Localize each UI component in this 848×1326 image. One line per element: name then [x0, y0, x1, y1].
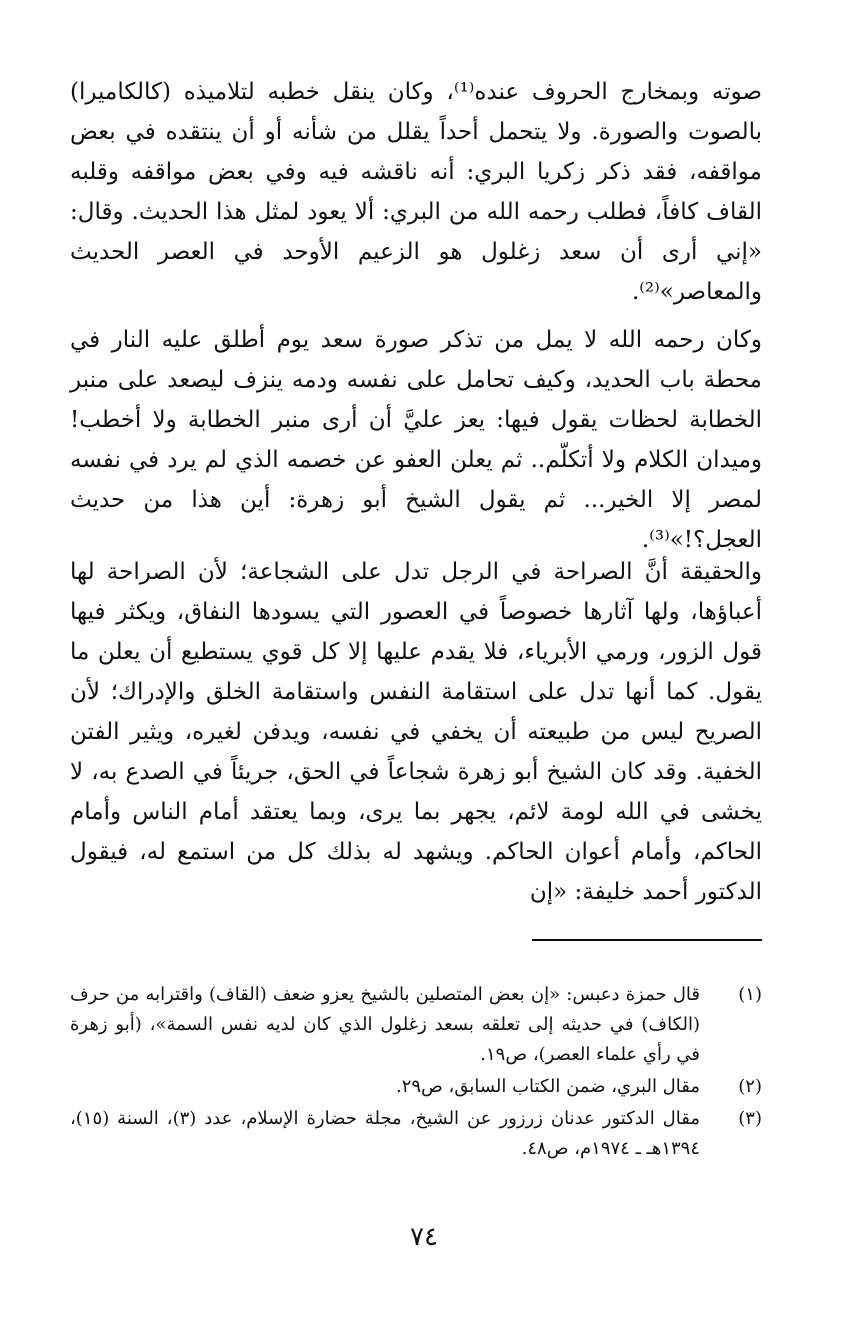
- footnote-number: (٢): [738, 1076, 762, 1097]
- footnotes: [70, 980, 762, 1166]
- footnote-number: (٣): [738, 1108, 762, 1129]
- footnote-1: [70, 980, 762, 1070]
- body-paragraph-3: والحقيقة أنَّ الصراحة في الرجل تدل على الشجاعة؛ لأن الصراحة لها أعباؤها، ولها آثارها خصوصاً في العصور التي يسودها النفاق، ويكثر فيها قول الزور، ورمي الأبرياء، فلا يقدم عليها إلا كل قوي يستطيع أن يعلن ما يقول. كما أنها تدل على استقامة النفس واستقامة الخلق والإدراك؛ لأن الصريح ليس من طبيعته أن يخفي في نفسه، ويدفن لغيره، ويثير الفتن الخفية. وقد كان الشيخ أبو زهرة شجاعاً في الحق، جريئاً في الصدع به، لا يخشى في الله لومة لائم، يجهر بما يرى، وبما يعتقد أمام الناس وأمام الحاكم، وأمام أعوان الحاكم. ويشهد له بذلك كل من استمع له، فيقول الدكتور أحمد خليفة: «إن: [70, 559, 762, 905]
- body-paragraph-2: وكان رحمه الله لا يمل من تذكر صورة سعد يوم أطلق عليه النار في محطة باب الحديد، وكيف تحامل على نفسه ودمه ينزف ليصعد على منبر الخطابة لحظات يقول فيها: يعز عليَّ أن أرى منبر الخطابة ولا أخطب! وميدان الكلام ولا أتكلّم.. ثم يعلن العفو عن خصمه الذي لم يرد في نفسه لمصر إلا الخير... ثم يقول الشيخ أبو زهرة: أين هذا من حديث العجل؟!»⁽³⁾.: [70, 327, 762, 553]
- footnote-text: مقال الدكتور عدنان زرزور عن الشيخ، مجلة حضارة الإسلام، عدد (٣)، السنة (١٥)، ١٣٩٤هـ ـ ١٩٧٤م، ص٤٨.: [70, 1108, 700, 1159]
- page-number: ٧٤: [410, 1222, 438, 1252]
- footnote-3: [70, 1104, 762, 1164]
- footnote-text: مقال البري، ضمن الكتاب السابق، ص٢٩.: [395, 1076, 700, 1097]
- footnote-number: (١): [738, 984, 762, 1005]
- body-paragraph-1: صوته وبمخارج الحروف عنده⁽¹⁾، وكان ينقل خطبه لتلاميذه (كالكاميرا) بالصوت والصورة. ولا يتحمل أحداً يقلل من شأنه أو أن ينتقده في بعض مواقفه، فقد ذكر زكريا البري: أنه ناقشه فيه وفي بعض مواقفه وقلبه القاف كافاً، فطلب رحمه الله من البري: ألا يعود لمثل هذا الحديث. وقال: «إني أرى أن سعد زغلول هو الزعيم الأوحد في العصر الحديث والمعاصر»⁽²⁾.: [70, 79, 763, 305]
- footnote-separator: [532, 939, 762, 941]
- footnote-2: [70, 1072, 762, 1102]
- footnote-text: قال حمزة دعبس: «إن بعض المتصلين بالشيخ يعزو ضعف (القاف) واقترابه من حرف (الكاف) في حديثه إلى تعلقه بسعد زغلول الذي كان لديه نفس السمة»، (أبو زهرة في رأي علماء العصر)، ص١٩.: [70, 984, 700, 1065]
